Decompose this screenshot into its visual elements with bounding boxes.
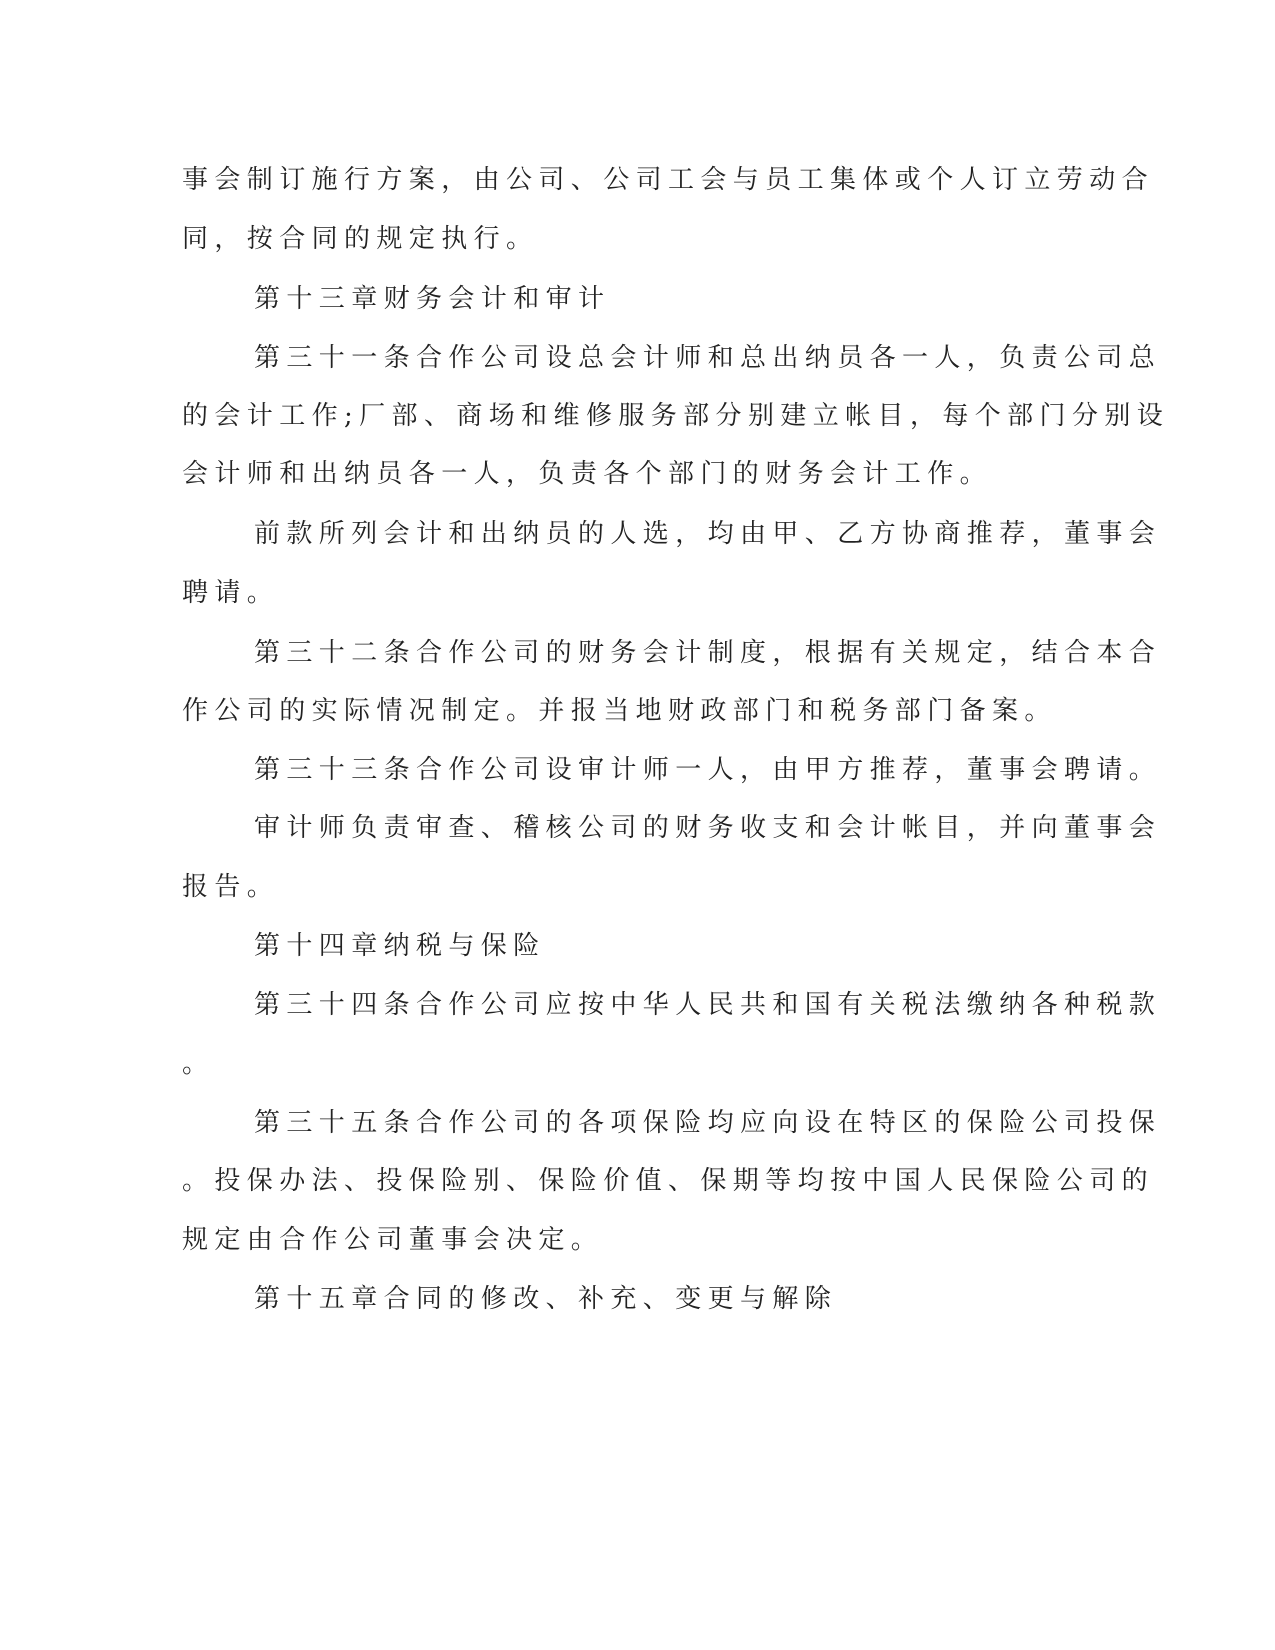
- text-line: 聘请。: [182, 578, 280, 608]
- text-line: 第三十三条合作公司设审计师一人，由甲方推荐，董事会聘请。: [254, 755, 1162, 785]
- text-line: 第三十五条合作公司的各项保险均应向设在特区的保险公司投保: [254, 1108, 1162, 1138]
- text-line: 规定由合作公司董事会决定。: [182, 1225, 604, 1255]
- text-line: 第三十四条合作公司应按中华人民共和国有关税法缴纳各种税款: [254, 990, 1162, 1020]
- text-line: 报告。: [182, 872, 280, 902]
- text-line: 审计师负责审查、稽核公司的财务收支和会计帐目，并向董事会: [254, 813, 1162, 843]
- chapter-heading: 第十四章纳税与保险: [254, 931, 546, 961]
- text-line: 前款所列会计和出纳员的人选，均由甲、乙方协商推荐，董事会: [254, 519, 1162, 549]
- text-line: 第三十二条合作公司的财务会计制度，根据有关规定，结合本合: [254, 638, 1162, 668]
- text-line: 会计师和出纳员各一人，负责各个部门的财务会计工作。: [182, 459, 993, 489]
- text-line: 。: [182, 1049, 215, 1079]
- text-line: 作公司的实际情况制定。并报当地财政部门和税务部门备案。: [182, 696, 1057, 726]
- text-line: 的会计工作;厂部、商场和维修服务部分别建立帐目，每个部门分别设: [182, 401, 1170, 431]
- text-line: 同，按合同的规定执行。: [182, 224, 539, 254]
- chapter-heading: 第十三章财务会计和审计: [254, 284, 611, 314]
- chapter-heading: 第十五章合同的修改、补充、变更与解除: [254, 1284, 838, 1314]
- text-line: 第三十一条合作公司设总会计师和总出纳员各一人，负责公司总: [254, 343, 1162, 373]
- text-line: 。投保办法、投保险别、保险价值、保期等均按中国人民保险公司的: [182, 1166, 1155, 1196]
- text-line: 事会制订施行方案，由公司、公司工会与员工集体或个人订立劳动合: [182, 165, 1155, 195]
